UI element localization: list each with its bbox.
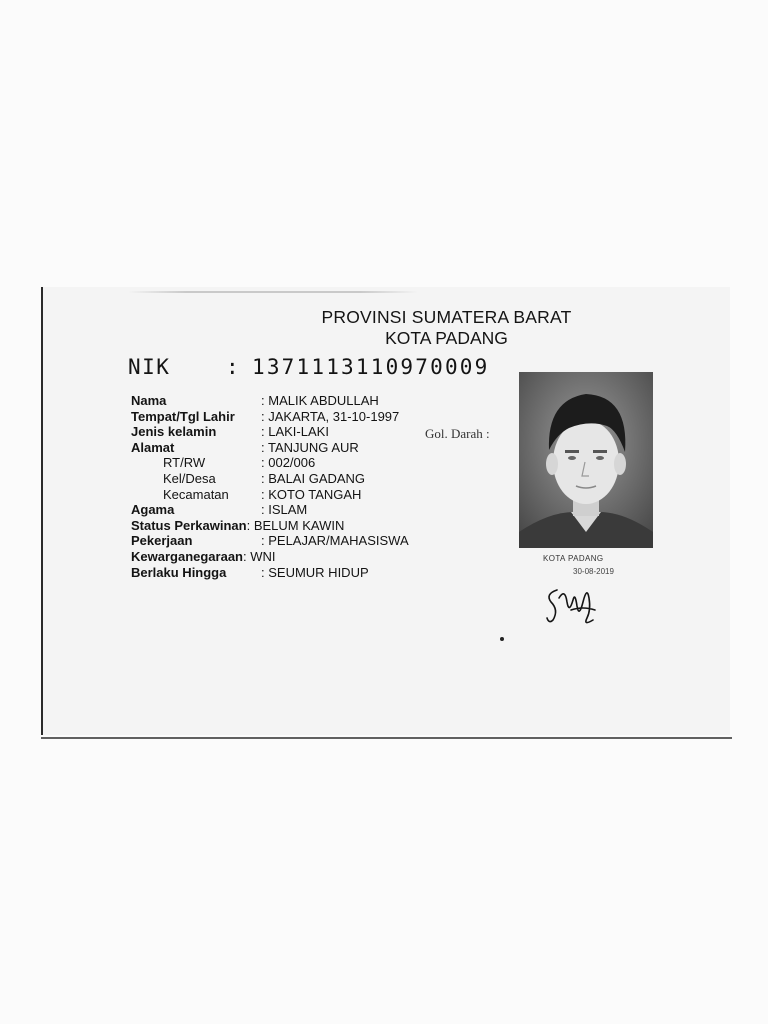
field-value: : BELUM KAWIN: [247, 518, 345, 534]
blood-type-label: Gol. Darah :: [425, 426, 490, 441]
field-row-rt-rw: [131, 455, 409, 471]
field-label: Nama: [131, 393, 167, 408]
province-title: PROVINSI SUMATERA BARAT: [321, 307, 572, 327]
field-row-jenis-kelamin: [131, 424, 409, 440]
field-value: : BALAI GADANG: [261, 471, 365, 487]
field-row-kecamatan: [131, 487, 409, 503]
nik-row: [128, 355, 490, 379]
field-label: RT/RW: [163, 455, 206, 471]
nik-value: 1371113110970009: [252, 355, 490, 379]
photo-caption: KOTA PADANG: [543, 554, 604, 563]
field-value: : JAKARTA, 31-10-1997: [261, 409, 399, 425]
field-label: Pekerjaan: [131, 533, 193, 549]
field-row-kel-desa: [131, 471, 409, 487]
field-row-tempat-lahir: [131, 409, 409, 425]
portrait-photo: [519, 372, 653, 548]
city-title: KOTA PADANG: [385, 328, 508, 348]
speck: [500, 637, 504, 641]
field-label: Kel/Desa: [163, 470, 216, 486]
field-value: : WNI: [243, 549, 276, 565]
field-row-agama: [131, 502, 409, 518]
field-value: : LAKI-LAKI: [261, 424, 329, 440]
field-value: : KOTO TANGAH: [261, 487, 361, 503]
field-label: Kewarganegaraan: [131, 548, 243, 564]
field-value: : PELAJAR/MAHASISWA: [261, 533, 409, 549]
field-label: Tempat/Tgl Lahir: [131, 408, 235, 424]
field-label: Berlaku Hingga: [131, 564, 227, 580]
field-row-alamat: [131, 440, 409, 456]
field-value: : ISLAM: [261, 502, 307, 518]
field-row-status: [131, 518, 409, 534]
photo-date: 30-08-2019: [573, 567, 614, 576]
field-label: Jenis kelamin: [131, 424, 217, 440]
signature-icon: [543, 580, 603, 628]
nik-colon: :: [226, 355, 241, 379]
field-row-berlaku: [131, 565, 409, 581]
field-label: Kecamatan: [163, 486, 229, 502]
field-value: : MALIK ABDULLAH: [261, 393, 379, 409]
faint-top-mark: [128, 291, 418, 293]
field-row-nama: [131, 393, 409, 409]
nik-label: NIK: [128, 355, 171, 379]
field-value: : 002/006: [261, 455, 315, 471]
field-label: Alamat: [131, 439, 175, 455]
field-label: Agama: [131, 502, 175, 518]
field-row-pekerjaan: [131, 533, 409, 549]
field-value: : TANJUNG AUR: [261, 440, 359, 456]
field-list: [131, 393, 409, 580]
field-row-kewarganegaraan: [131, 549, 409, 565]
id-card: [41, 287, 730, 735]
field-value: : SEUMUR HIDUP: [261, 565, 369, 581]
field-label: Status Perkawinan: [131, 517, 247, 533]
